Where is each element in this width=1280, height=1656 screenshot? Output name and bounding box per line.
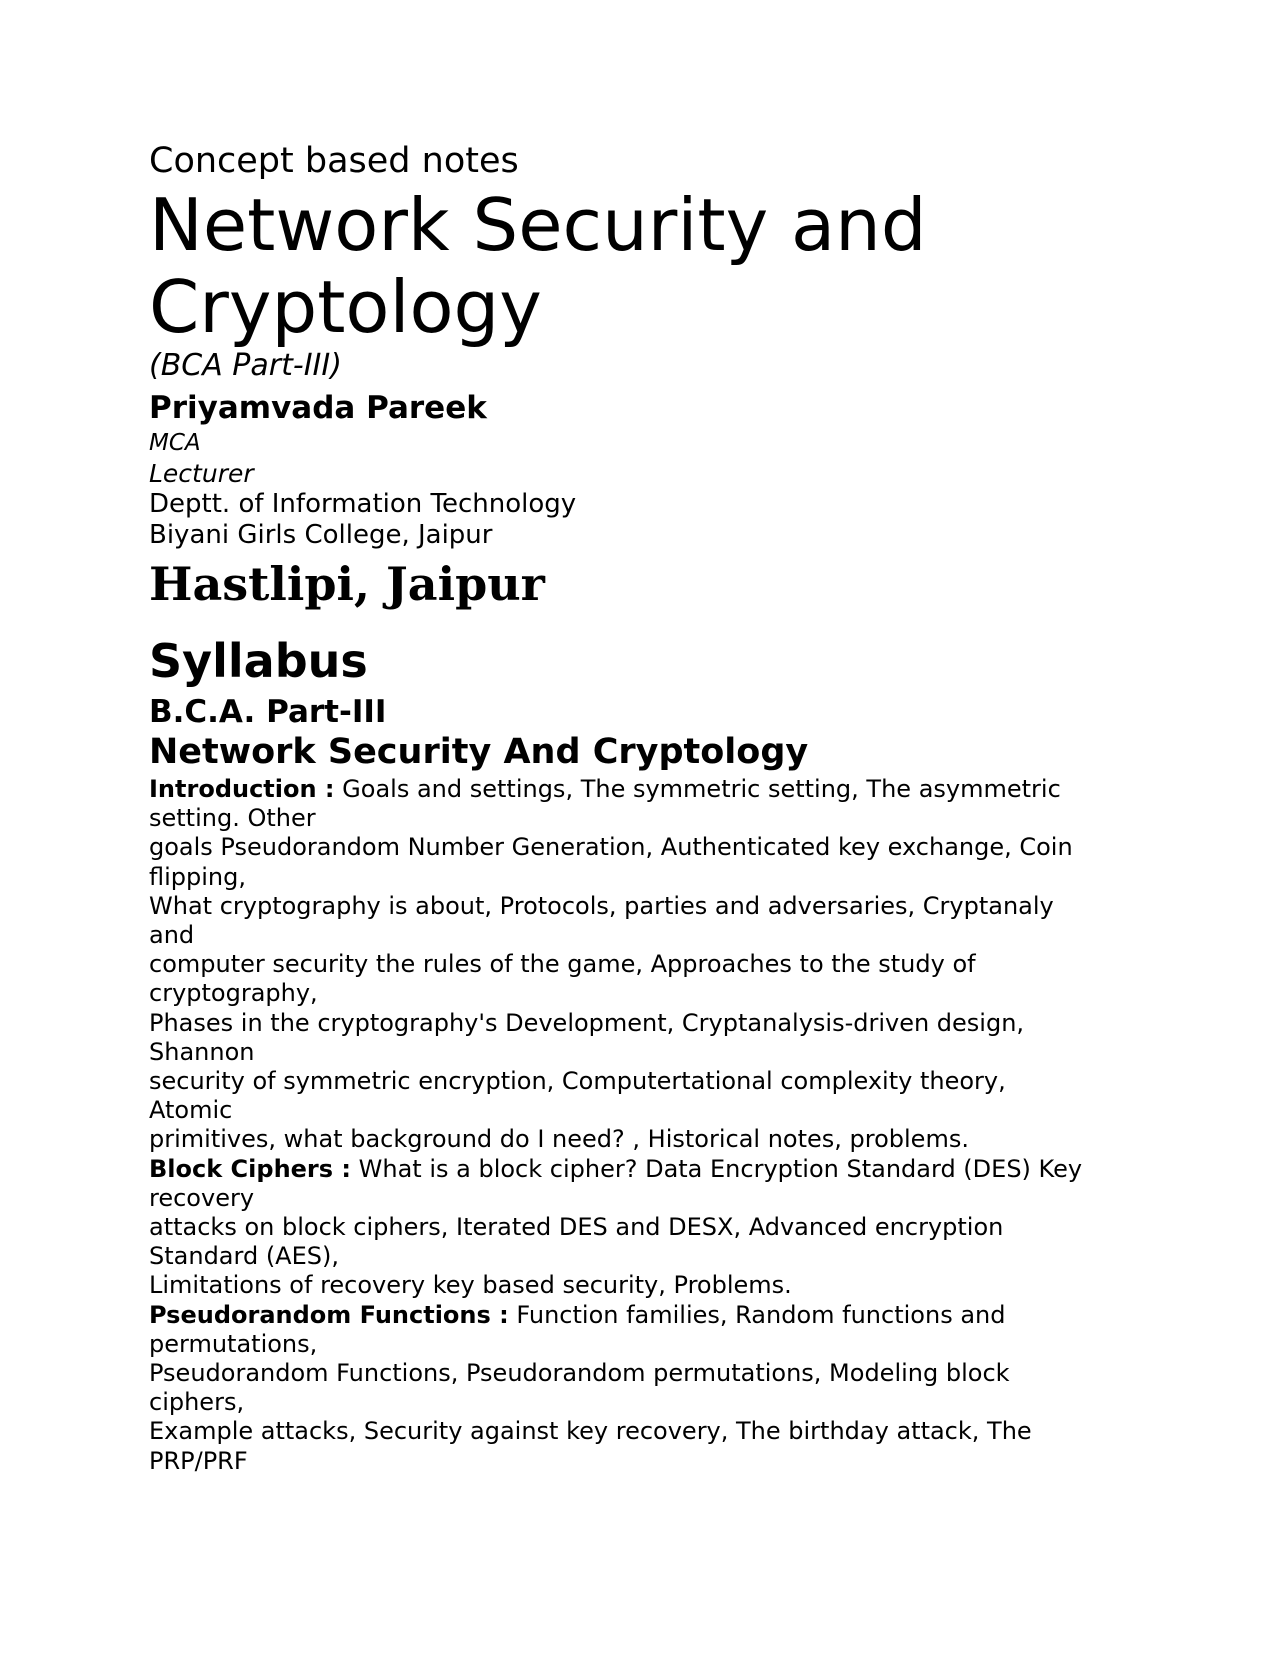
course-name: (BCA Part-III): [149, 348, 342, 383]
topic-text: ciphers,: [149, 1388, 245, 1417]
syllabus-line: [149, 1242, 1149, 1271]
syllabus-line: [149, 1417, 1149, 1446]
topic-text: setting. Other: [149, 804, 316, 833]
syllabus-line: [149, 863, 1149, 892]
syllabus-line: [149, 1359, 1149, 1388]
syllabus-body: [149, 775, 1149, 1476]
syllabus-line: [149, 979, 1149, 1008]
title-line-2: Cryptology: [149, 265, 542, 349]
syllabus-line: [149, 1096, 1149, 1125]
syllabus-subject: Network Security And Cryptology: [149, 732, 809, 772]
topic-text: Atomic: [149, 1096, 233, 1125]
topic-text: What cryptography is about, Protocols, parties and adversaries, Cryptanaly: [149, 891, 1054, 920]
syllabus-line: [149, 804, 1149, 833]
syllabus-line: [149, 1330, 1149, 1359]
author-designation: Lecturer: [149, 459, 254, 488]
topic-text: Pseudorandom Functions, Pseudorandom permutations, Modeling block: [149, 1359, 1010, 1388]
syllabus-heading: Syllabus: [149, 634, 368, 688]
topic-text: security of symmetric encryption, Computertational complexity theory,: [149, 1067, 1006, 1096]
topic-text: and: [149, 921, 195, 950]
syllabus-line: [149, 1271, 1149, 1300]
topic-text: flipping,: [149, 862, 246, 891]
topic-text: Function families, Random functions and: [508, 1300, 1006, 1329]
syllabus-line: [149, 1067, 1149, 1096]
syllabus-line: [149, 775, 1149, 804]
syllabus-line: [149, 1388, 1149, 1417]
document-subtitle: Concept based notes: [149, 141, 519, 181]
syllabus-line: [149, 892, 1149, 921]
topic-text: cryptography,: [149, 979, 318, 1008]
author-department: Deptt. of Information Technology: [149, 489, 577, 519]
topic-text: permutations,: [149, 1329, 318, 1358]
topic-text: PRP/PRF: [149, 1446, 248, 1475]
publisher-name: Hastlipi, Jaipur: [149, 557, 545, 611]
syllabus-line: [149, 1155, 1149, 1184]
topic-text: Shannon: [149, 1037, 255, 1066]
topic-text: computer security the rules of the game, Approaches to the study of: [149, 950, 976, 979]
topic-label: Block Ciphers :: [149, 1154, 352, 1183]
topic-text: Phases in the cryptography's Development, Cryptanalysis-driven design,: [149, 1008, 1025, 1037]
topic-text: recovery: [149, 1183, 255, 1212]
title-line-1: Network Security and: [149, 183, 927, 267]
topic-label: Introduction :: [149, 775, 335, 803]
syllabus-line: [149, 1447, 1149, 1476]
document-page: [149, 140, 1149, 1476]
syllabus-line: [149, 1213, 1149, 1242]
syllabus-line: [149, 1301, 1149, 1330]
syllabus-line: [149, 1125, 1149, 1154]
author-qualification: MCA: [149, 430, 201, 456]
topic-text: goals Pseudorandom Number Generation, Authenticated key exchange, Coin: [149, 833, 1073, 862]
topic-text: Example attacks, Security against key recovery, The birthday attack, The: [149, 1417, 1032, 1446]
topic-text: Limitations of recovery key based security, Problems.: [149, 1271, 792, 1300]
syllabus-line: [149, 833, 1149, 862]
syllabus-course: B.C.A. Part-III: [149, 694, 387, 730]
topic-text: primitives, what background do I need? , Historical notes, problems.: [149, 1125, 969, 1154]
topic-text: Goals and settings, The symmetric setting, The asymmetric: [334, 775, 1061, 803]
topic-label: Pseudorandom Functions :: [149, 1300, 509, 1329]
author-name: Priyamvada Pareek: [149, 390, 487, 426]
syllabus-line: [149, 1038, 1149, 1067]
document-title: [149, 184, 1149, 348]
topic-text: attacks on block ciphers, Iterated DES and DESX, Advanced encryption: [149, 1213, 1004, 1242]
topic-text: Standard (AES),: [149, 1242, 339, 1271]
syllabus-line: [149, 921, 1149, 950]
syllabus-line: [149, 1009, 1149, 1038]
syllabus-line: [149, 1184, 1149, 1213]
author-college: Biyani Girls College, Jaipur: [149, 520, 493, 550]
syllabus-line: [149, 950, 1149, 979]
topic-text: What is a block cipher? Data Encryption Standard (DES) Key: [351, 1154, 1083, 1183]
